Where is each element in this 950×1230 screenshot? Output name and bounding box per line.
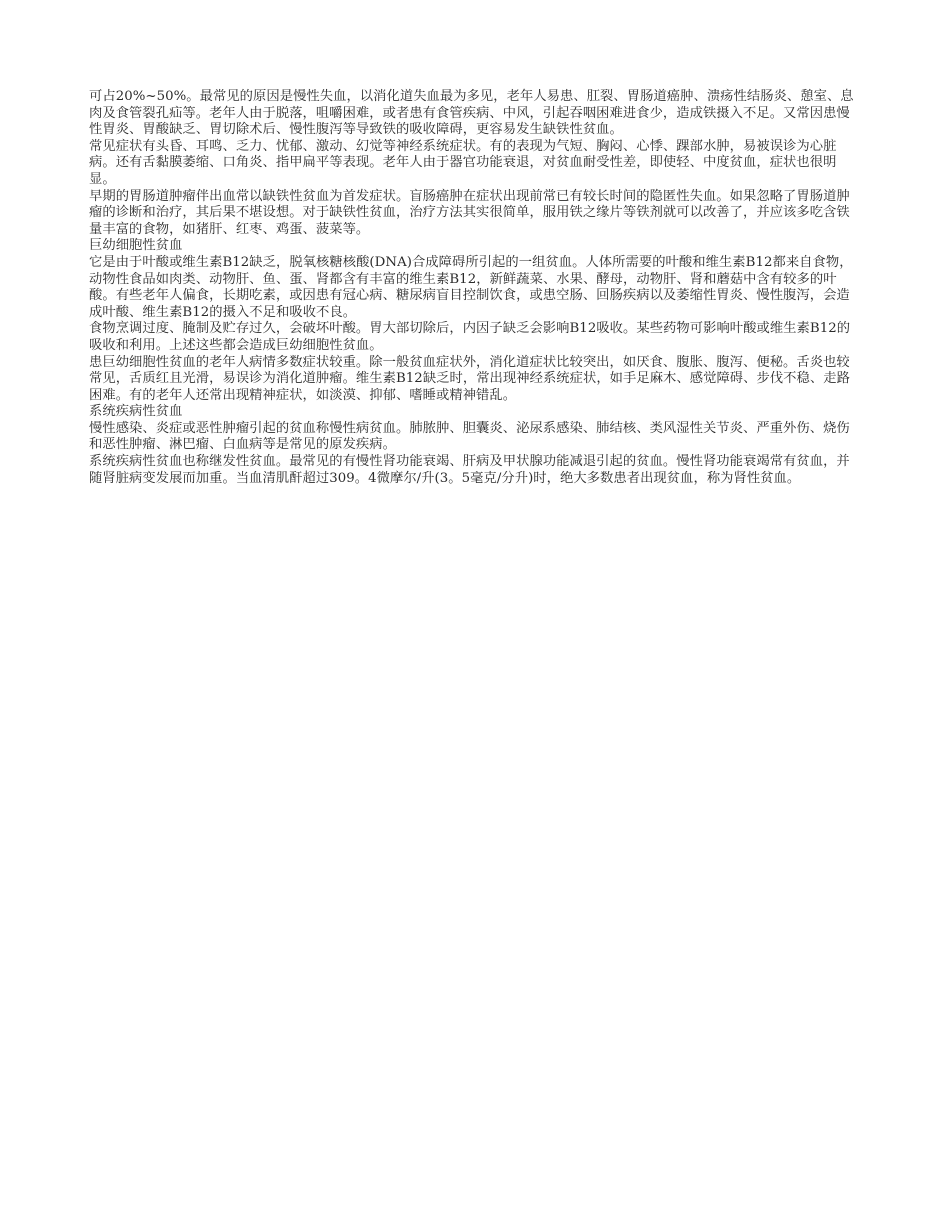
paragraph-iron-deficiency-causes: 可占20%~50%。最常见的原因是慢性失血，以消化道失血最为多见，老年人易患、肛裂、胃肠道癌肿、溃疡性结肠炎、憩室、息肉及食管裂孔疝等。老年人由于脱落，咀嚼困难，或者患有食管疾病、中风，引起吞咽困难进食少，造成铁摄入不足。又常因患慢性胃炎、胃酸缺乏、胃切除术后、慢性腹泻等导致铁的吸收障碍，更容易发生缺铁性贫血。 — [89, 89, 854, 138]
paragraph-megaloblastic-symptoms: 患巨幼细胞性贫血的老年人病情多数症状较重。除一般贫血症状外，消化道症状比较突出，如厌食、腹胀、腹泻、便秘。舌炎也较常见，舌质红且光滑，易误诊为消化道肿瘤。维生素B12缺乏时，常出现神经系统症状，如手足麻木、感觉障碍、步伐不稳、走路困难。有的老年人还常出现精神症状，如淡漠、抑郁、嗜睡或精神错乱。 — [89, 354, 850, 403]
section-heading-megaloblastic-anemia: 巨幼细胞性贫血 — [89, 238, 183, 254]
paragraph-iron-deficiency-treatment: 早期的胃肠道肿瘤伴出血常以缺铁性贫血为首发症状。盲肠癌肿在症状出现前常已有较长时间的隐匿性失血。如果忽略了胃肠道肿瘤的诊断和治疗，其后果不堪设想。对于缺铁性贫血，治疗方法其实很简单，服用铁之缘片等铁剂就可以改善了，并应该多吃含铁量丰富的食物，如猪肝、红枣、鸡蛋、菠菜等。 — [89, 188, 850, 237]
paragraph-megaloblastic-causes: 它是由于叶酸或维生素B12缺乏，脱氧核糖核酸(DNA)合成障碍所引起的一组贫血。人体所需要的叶酸和维生素B12都来自食物，动物性食品如肉类、动物肝、鱼、蛋、肾都含有丰富的维生素B12，新鲜蔬菜、水果、酵母，动物肝、肾和蘑菇中含有较多的叶酸。有些老年人偏食，长期吃素，或因患有冠心病、糖尿病盲目控制饮食，或患空肠、回肠疾病以及萎缩性胃炎、慢性腹泻，会造成叶酸、维生素B12的摄入不足和吸收不良。 — [89, 254, 853, 320]
paragraph-iron-deficiency-symptoms: 常见症状有头昏、耳鸣、乏力、忧郁、激动、幻觉等神经系统症状。有的表现为气短、胸闷、心悸、踝部水肿，易被误诊为心脏病。还有舌黏膜萎缩、口角炎、指甲扁平等表现。老年人由于器官功能衰退，对贫血耐受性差，即使轻、中度贫血，症状也很明显。 — [89, 138, 837, 187]
paragraph-megaloblastic-factors: 食物烹调过度、腌制及贮存过久，会破坏叶酸。胃大部切除后，内因子缺乏会影响B12吸收。某些药物可影响叶酸或维生素B12的吸收和利用。上述这些都会造成巨幼细胞性贫血。 — [89, 321, 851, 353]
document-body — [89, 89, 861, 487]
paragraph-chronic-disease-anemia: 慢性感染、炎症或恶性肿瘤引起的贫血称慢性病贫血。肺脓肿、胆囊炎、泌尿系感染、肺结核、类风湿性关节炎、严重外伤、烧伤和恶性肿瘤、淋巴瘤、白血病等是常见的原发疾病。 — [89, 420, 850, 453]
paragraph-secondary-anemia: 系统疾病性贫血也称继发性贫血。最常见的有慢性肾功能衰竭、肝病及甲状腺功能减退引起的贫血。慢性肾功能衰竭常有贫血，并随肾脏病变发展而加重。当血清肌酐超过309。4微摩尔/升(3。5毫克/分升)时，绝大多数患者出现贫血，称为肾性贫血。 — [89, 454, 850, 486]
section-heading-systemic-disease-anemia: 系统疾病性贫血 — [89, 404, 183, 420]
